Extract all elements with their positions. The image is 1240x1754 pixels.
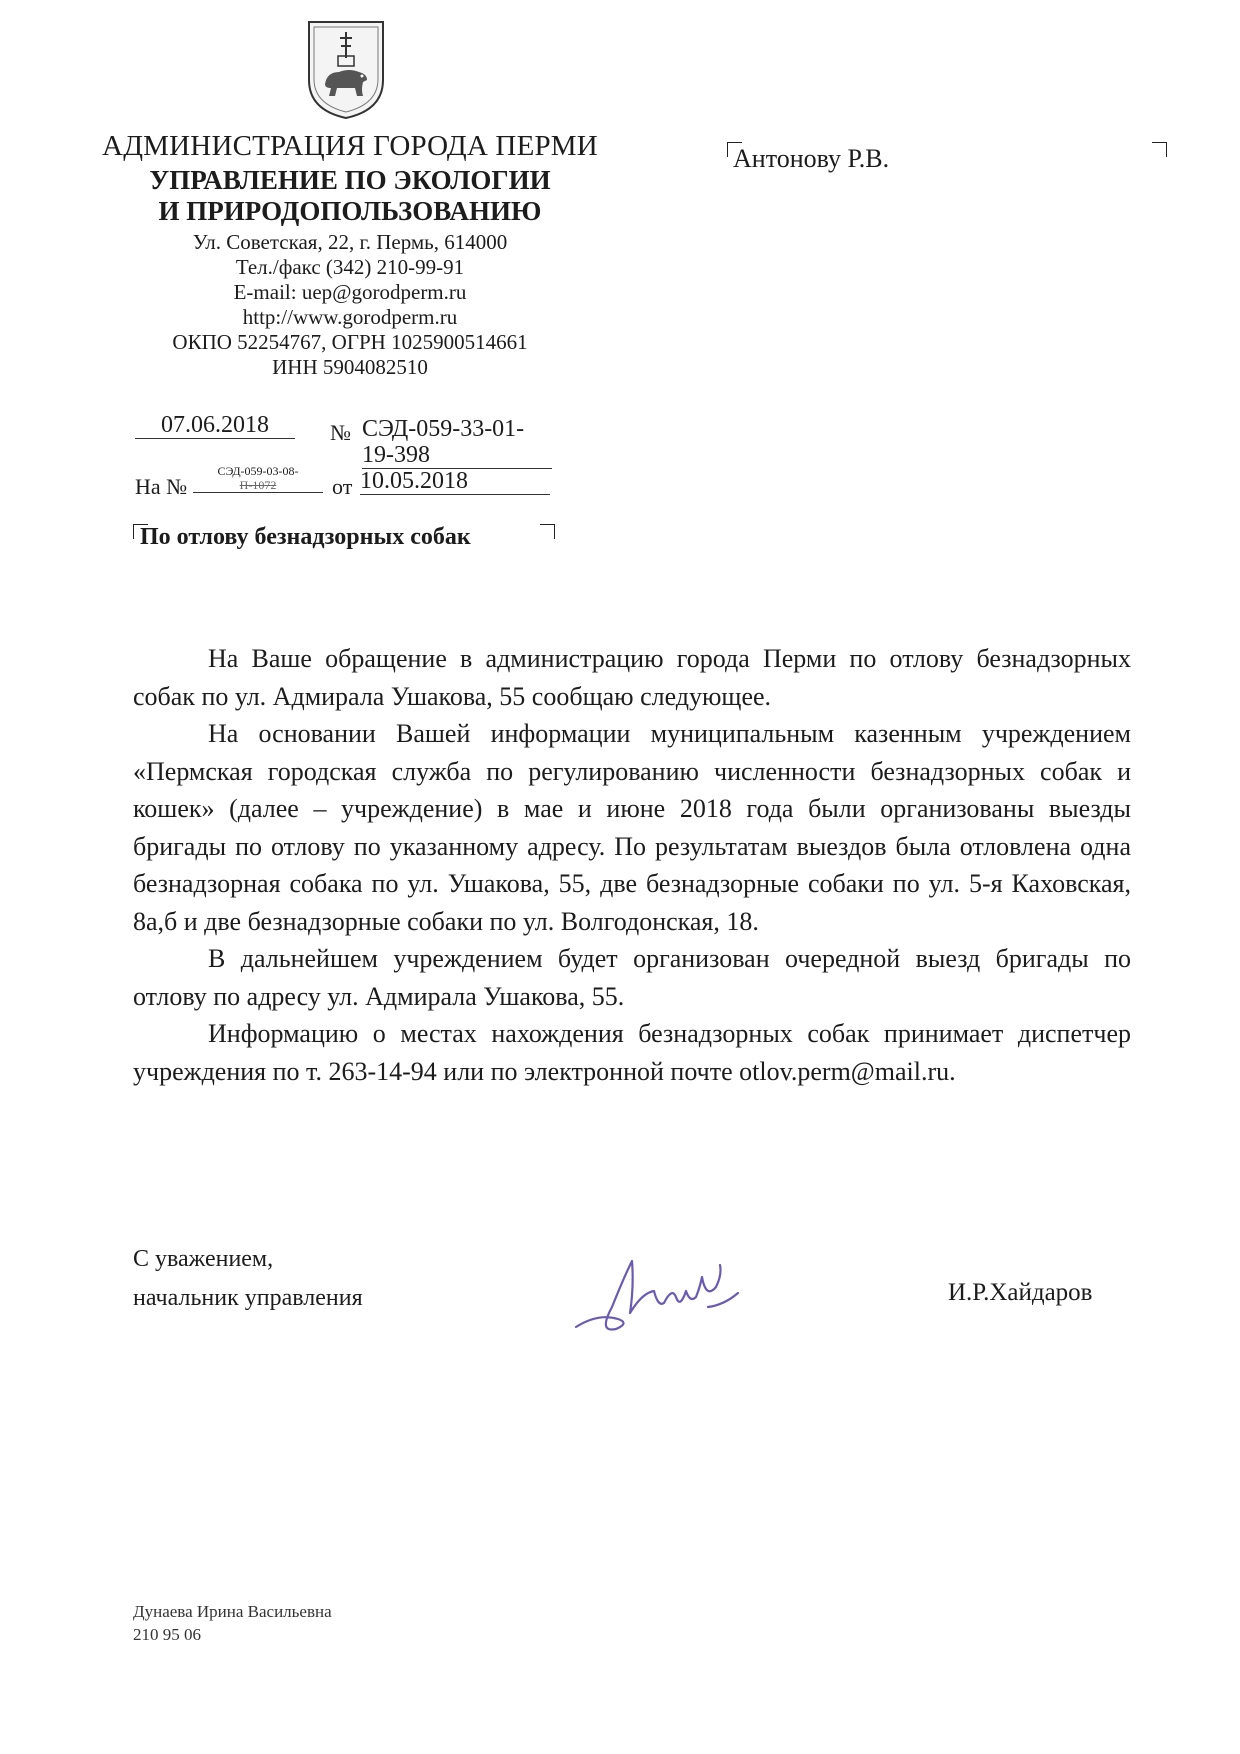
org-website: http://www.gorodperm.ru [242,305,458,329]
body-paragraph: Информацию о местах нахождения безнадзорных собак принимает диспетчер учреждения по т. 263-14-94 или по электронной почте otlov.perm@mail.ru. [133,1019,1131,1086]
letter-body [133,640,1131,1090]
recipient-corner-right [1152,142,1167,157]
org-phone: Тел./факс (342) 210-99-91 [235,255,465,279]
org-inn: ИНН 5904082510 [272,355,428,379]
body-paragraph: На основании Вашей информации муниципальным казенным учреждением «Пермская городская служба по регулированию численности безнадзорных собак и кошек» (далее – учреждение) в мае и июне 2018 года были организованы выезды бригады по отлову по указанному адресу. По результатам выездов была отловлена одна безнадзорная собака по ул. Ушакова, 55, две безнадзорные собаки по ул. 5-я Каховская, 8а,б и две безнадзорные собаки по ул. Волгодонская, 18. [133,719,1131,936]
registration-number-label: № [330,420,351,445]
org-address: Ул. Советская, 22, г. Пермь, 614000 [192,230,508,254]
org-name: АДМИНИСТРАЦИЯ ГОРОДА ПЕРМИ [102,130,598,162]
executor-name: Дунаева Ирина Васильевна [133,1602,332,1621]
reference-number [193,464,323,493]
signer-name: И.Р.Хайдаров [948,1279,1093,1306]
department-name-line2: И ПРИРОДОПОЛЬЗОВАНИЮ [158,196,542,226]
registration-date: 07.06.2018 [135,412,295,439]
executor-phone: 210 95 06 [133,1625,201,1644]
closing-salutation: С уважением, [133,1246,274,1272]
recipient: Антонову Р.В. [733,144,890,173]
reference-number-label: На № [135,474,188,499]
subject: По отлову безнадзорных собак [140,524,471,550]
handwritten-signature [568,1247,768,1342]
subject-corner-right [540,524,555,539]
closing [133,1240,363,1318]
body-paragraph: На Ваше обращение в администрацию города Перми по отлову безнадзорных собак по ул. Адмирала Ушакова, 55 сообщаю следующее. [133,644,1131,711]
reference-number-top: СЭД-059-03-08- [217,464,299,478]
department-name-line1: УПРАВЛЕНИЕ ПО ЭКОЛОГИИ [149,165,551,195]
org-codes: ОКПО 52254767, ОГРН 1025900514661 [172,330,528,354]
executor [133,1600,332,1646]
reference-number-bottom: П-1072 [239,478,277,492]
reference-date-label: от [332,474,353,499]
body-paragraph: В дальнейшем учреждением будет организован очередной выезд бригады по отлову по адресу ул. Адмирала Ушакова, 55. [133,944,1131,1011]
org-email: E-mail: uep@gorodperm.ru [233,280,467,304]
registration-number: СЭД-059-33-01-19-398 [362,416,552,469]
perm-coat-of-arms-icon [305,18,387,122]
signer-position: начальник управления [133,1285,363,1311]
reference-date: 10.05.2018 [360,468,550,495]
